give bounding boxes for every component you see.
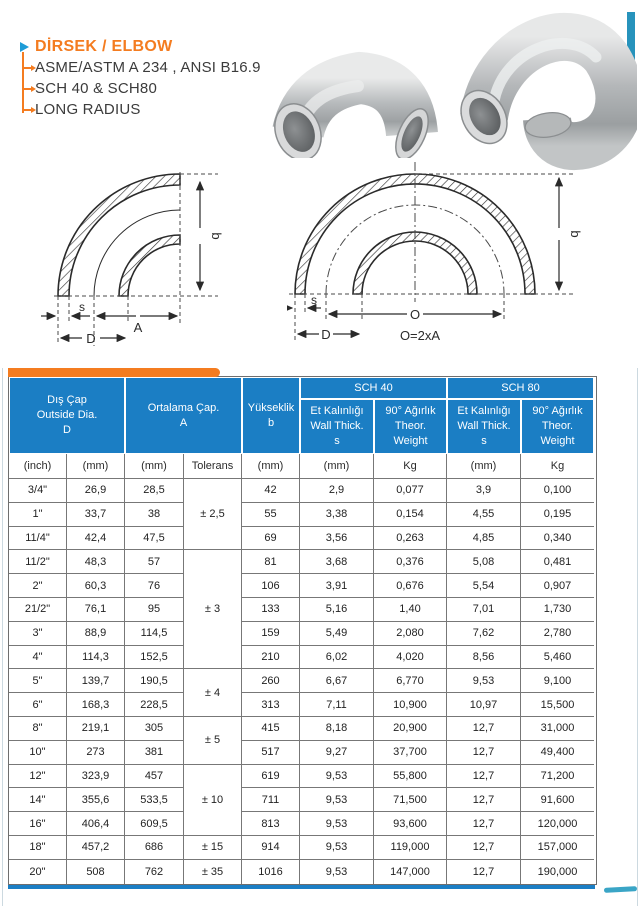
- table-cell: 55: [242, 503, 300, 527]
- table-cell: 1,40: [374, 598, 447, 622]
- elbow-180-diagram: [287, 162, 587, 362]
- spec-item: [20, 78, 261, 99]
- table-cell: 0,077: [374, 479, 447, 503]
- header-line: D: [63, 424, 71, 436]
- page-title: DİRSEK / ELBOW: [35, 37, 173, 55]
- header-line: Weight: [540, 435, 575, 447]
- table-cell: 12,7: [447, 812, 521, 836]
- table-cell: 0,195: [521, 503, 594, 527]
- table-cell: 12,7: [447, 860, 521, 884]
- orange-tick-icon: [22, 109, 31, 111]
- table-cell: 49,400: [521, 741, 594, 765]
- table-cell: 114,3: [67, 646, 125, 670]
- table-cell: 9,27: [300, 741, 374, 765]
- table-cell: 355,6: [67, 788, 125, 812]
- orange-tick-icon: [22, 67, 31, 69]
- header-line: Theor.: [541, 420, 574, 432]
- table-cell: 14": [9, 788, 67, 812]
- table-cell: 914: [242, 836, 300, 860]
- orange-tick-icon: [22, 88, 31, 90]
- table-cell: 4,85: [447, 527, 521, 551]
- table-cell: 106: [242, 574, 300, 598]
- table-cell: 8,18: [300, 717, 374, 741]
- table-cell: 21/2": [9, 598, 67, 622]
- table-cell: 57: [125, 550, 184, 574]
- table-cell: 406,4: [67, 812, 125, 836]
- table-cell: 8": [9, 717, 67, 741]
- unit-cell: Tolerans: [184, 454, 242, 479]
- table-cell: 157,000: [521, 836, 594, 860]
- product-header: [20, 36, 261, 120]
- header-line: 90° Ağırlık: [385, 405, 436, 417]
- table-cell: 10,97: [447, 693, 521, 717]
- table-cell: 813: [242, 812, 300, 836]
- tolerance-cell: ± 10: [184, 765, 242, 836]
- table-cell: 533,5: [125, 788, 184, 812]
- table-cell: 9,53: [300, 860, 374, 884]
- table-cell: 60,3: [67, 574, 125, 598]
- table-cell: 2": [9, 574, 67, 598]
- table-cell: 686: [125, 836, 184, 860]
- table-cell: 305: [125, 717, 184, 741]
- header-line: Outside Dia.: [36, 409, 98, 421]
- table-cell: 1,730: [521, 598, 594, 622]
- col-header-height: [242, 377, 300, 454]
- table-cell: 190,000: [521, 860, 594, 884]
- table-cell: 9,53: [300, 812, 374, 836]
- table-cell: 12,7: [447, 836, 521, 860]
- table-cell: 10": [9, 741, 67, 765]
- table-cell: 3,9: [447, 479, 521, 503]
- table-cell: 4": [9, 646, 67, 670]
- table-cell: 7,11: [300, 693, 374, 717]
- table-cell: 28,5: [125, 479, 184, 503]
- table-cell: 508: [67, 860, 125, 884]
- header-line: Ortalama Çap.: [147, 401, 220, 414]
- table-cell: 15,500: [521, 693, 594, 717]
- table-cell: 3,68: [300, 550, 374, 574]
- table-cell: 3,56: [300, 527, 374, 551]
- table-cell: 517: [242, 741, 300, 765]
- table-cell: 0,340: [521, 527, 594, 551]
- table-cell: 47,5: [125, 527, 184, 551]
- spec-standard: ASME/ASTM A 234 , ANSI B16.9: [35, 59, 261, 76]
- table-cell: 55,800: [374, 765, 447, 789]
- table-cell: 711: [242, 788, 300, 812]
- header-line: b: [267, 416, 275, 429]
- table-cell: 120,000: [521, 812, 594, 836]
- table-cell: 1016: [242, 860, 300, 884]
- unit-cell: (inch): [9, 454, 67, 479]
- unit-cell: Kg: [521, 454, 594, 479]
- dimensions-table: [8, 376, 597, 885]
- spec-schedule: SCH 40 & SCH80: [35, 80, 158, 97]
- table-cell: 3/4": [9, 479, 67, 503]
- orange-accent-tab: [8, 368, 220, 377]
- table-cell: 168,3: [67, 693, 125, 717]
- header-line: Dış Çap: [47, 394, 87, 406]
- unit-cell: Kg: [374, 454, 447, 479]
- table-cell: 7,62: [447, 622, 521, 646]
- dim-label-b: b: [209, 232, 224, 240]
- table-cell: 95: [125, 598, 184, 622]
- header-line: Et Kalınlığı: [457, 405, 511, 417]
- header-line: 90° Ağırlık: [532, 405, 583, 417]
- table-cell: 88,9: [67, 622, 125, 646]
- table-bottom-bar: [8, 884, 595, 889]
- unit-cell: (mm): [300, 454, 374, 479]
- header-line: A: [179, 416, 188, 429]
- table-cell: 31,000: [521, 717, 594, 741]
- table-cell: 2,9: [300, 479, 374, 503]
- table-cell: 0,100: [521, 479, 594, 503]
- unit-cell: (mm): [242, 454, 300, 479]
- header-line: Wall Thick.: [457, 420, 511, 432]
- table-cell: 5,460: [521, 646, 594, 670]
- table-cell: 323,9: [67, 765, 125, 789]
- table-cell: 0,154: [374, 503, 447, 527]
- spec-item: [20, 99, 261, 120]
- table-cell: 2,780: [521, 622, 594, 646]
- col-header-sch40-wall: [300, 399, 374, 454]
- table-cell: 5,49: [300, 622, 374, 646]
- unit-cell: (mm): [447, 454, 521, 479]
- tolerance-cell: ± 35: [184, 860, 242, 884]
- page-corner-dash: [604, 886, 637, 893]
- table-cell: 12,7: [447, 717, 521, 741]
- table-cell: 147,000: [374, 860, 447, 884]
- table-cell: 0,376: [374, 550, 447, 574]
- table-cell: 5,54: [447, 574, 521, 598]
- table-cell: 114,5: [125, 622, 184, 646]
- header-line: Weight: [393, 435, 428, 447]
- table-cell: 93,600: [374, 812, 447, 836]
- table-cell: 0,907: [521, 574, 594, 598]
- table-cell: 5,08: [447, 550, 521, 574]
- header-line: s: [334, 435, 340, 447]
- table-cell: 69: [242, 527, 300, 551]
- page-edge-hairline-right: [637, 368, 638, 906]
- tolerance-cell: ± 3: [184, 550, 242, 669]
- table-cell: 5": [9, 669, 67, 693]
- elbow-90-diagram: [28, 168, 228, 363]
- table-cell: 71,200: [521, 765, 594, 789]
- table-cell: 6": [9, 693, 67, 717]
- header-line: Yükseklik: [247, 401, 295, 414]
- page-edge-hairline-left: [2, 368, 3, 906]
- table-cell: 3": [9, 622, 67, 646]
- table-cell: 159: [242, 622, 300, 646]
- table-cell: 415: [242, 717, 300, 741]
- units-row: [9, 454, 596, 479]
- dim-label-O: O: [409, 307, 421, 322]
- col-header-sch80: SCH 80: [447, 377, 594, 399]
- table-cell: 139,7: [67, 669, 125, 693]
- title-row: [20, 36, 261, 57]
- table-header: [9, 377, 596, 454]
- table-cell: 4,020: [374, 646, 447, 670]
- table-cell: 20,900: [374, 717, 447, 741]
- table-cell: 0,481: [521, 550, 594, 574]
- table-cell: 190,5: [125, 669, 184, 693]
- table-cell: 609,5: [125, 812, 184, 836]
- table-cell: 38: [125, 503, 184, 527]
- table-cell: 6,67: [300, 669, 374, 693]
- table-cell: 219,1: [67, 717, 125, 741]
- blue-arrow-icon: [20, 42, 29, 52]
- table-cell: 619: [242, 765, 300, 789]
- tolerance-cell: ± 4: [184, 669, 242, 717]
- table-cell: 381: [125, 741, 184, 765]
- table-cell: 76,1: [67, 598, 125, 622]
- table-cell: 7,01: [447, 598, 521, 622]
- table-cell: 9,100: [521, 669, 594, 693]
- table-cell: 12,7: [447, 765, 521, 789]
- table-cell: 457,2: [67, 836, 125, 860]
- table-cell: 4,55: [447, 503, 521, 527]
- dim-label-s: s: [311, 293, 317, 307]
- table-cell: 16": [9, 812, 67, 836]
- table-cell: 152,5: [125, 646, 184, 670]
- table-cell: 9,53: [447, 669, 521, 693]
- table-cell: 76: [125, 574, 184, 598]
- table-cell: 228,5: [125, 693, 184, 717]
- table-cell: 6,770: [374, 669, 447, 693]
- col-header-sch80-weight: [521, 399, 594, 454]
- table-cell: 91,600: [521, 788, 594, 812]
- dim-label-A: A: [133, 320, 143, 335]
- table-cell: 71,500: [374, 788, 447, 812]
- table-cell: 5,16: [300, 598, 374, 622]
- col-header-sch40-weight: [374, 399, 447, 454]
- table-cell: 3,38: [300, 503, 374, 527]
- table-cell: 273: [67, 741, 125, 765]
- table-cell: 313: [242, 693, 300, 717]
- dim-label-b: b: [568, 230, 583, 238]
- table-cell: 762: [125, 860, 184, 884]
- table-cell: 11/2": [9, 550, 67, 574]
- header-line: s: [481, 435, 487, 447]
- table-cell: 48,3: [67, 550, 125, 574]
- table-cell: 133: [242, 598, 300, 622]
- table-cell: 11/4": [9, 527, 67, 551]
- header-line: Theor.: [394, 420, 427, 432]
- col-header-sch80-wall: [447, 399, 521, 454]
- table-cell: 26,9: [67, 479, 125, 503]
- col-header-mean-dia: [125, 377, 242, 454]
- table-cell: 9,53: [300, 836, 374, 860]
- tolerance-cell: ± 2,5: [184, 479, 242, 550]
- dim-label-D: D: [86, 331, 96, 346]
- unit-cell: (mm): [125, 454, 184, 479]
- col-header-outside-dia: [9, 377, 125, 454]
- table-cell: 9,53: [300, 765, 374, 789]
- table-cell: 0,676: [374, 574, 447, 598]
- table-cell: 12,7: [447, 788, 521, 812]
- dim-label-D: D: [321, 327, 331, 342]
- table-cell: 1": [9, 503, 67, 527]
- table-cell: 210: [242, 646, 300, 670]
- table-cell: 18": [9, 836, 67, 860]
- unit-cell: (mm): [67, 454, 125, 479]
- tolerance-cell: ± 15: [184, 836, 242, 860]
- table-cell: 42,4: [67, 527, 125, 551]
- table-cell: 20": [9, 860, 67, 884]
- header-line: Et Kalınlığı: [310, 405, 364, 417]
- table-cell: 8,56: [447, 646, 521, 670]
- tolerance-cell: ± 5: [184, 717, 242, 765]
- header-line: Wall Thick.: [310, 420, 364, 432]
- table-cell: 119,000: [374, 836, 447, 860]
- table-cell: 457: [125, 765, 184, 789]
- table-cell: 0,263: [374, 527, 447, 551]
- table-cell: 12,7: [447, 741, 521, 765]
- dim-label-s: s: [79, 300, 85, 314]
- col-header-sch40: SCH 40: [300, 377, 447, 399]
- table-body: [9, 479, 596, 884]
- table-cell: 3,91: [300, 574, 374, 598]
- table-cell: 33,7: [67, 503, 125, 527]
- elbow-180-photo: [432, 5, 637, 187]
- table-cell: 9,53: [300, 788, 374, 812]
- table-cell: 81: [242, 550, 300, 574]
- table-cell: 37,700: [374, 741, 447, 765]
- table-cell: 260: [242, 669, 300, 693]
- elbow-90-photo: [262, 48, 442, 158]
- table-cell: 2,080: [374, 622, 447, 646]
- table-cell: 42: [242, 479, 300, 503]
- table-cell: 10,900: [374, 693, 447, 717]
- spec-item: [20, 57, 261, 78]
- table-cell: 6,02: [300, 646, 374, 670]
- spec-radius: LONG RADIUS: [35, 101, 141, 118]
- table-cell: 12": [9, 765, 67, 789]
- formula-label: O=2xA: [399, 328, 441, 343]
